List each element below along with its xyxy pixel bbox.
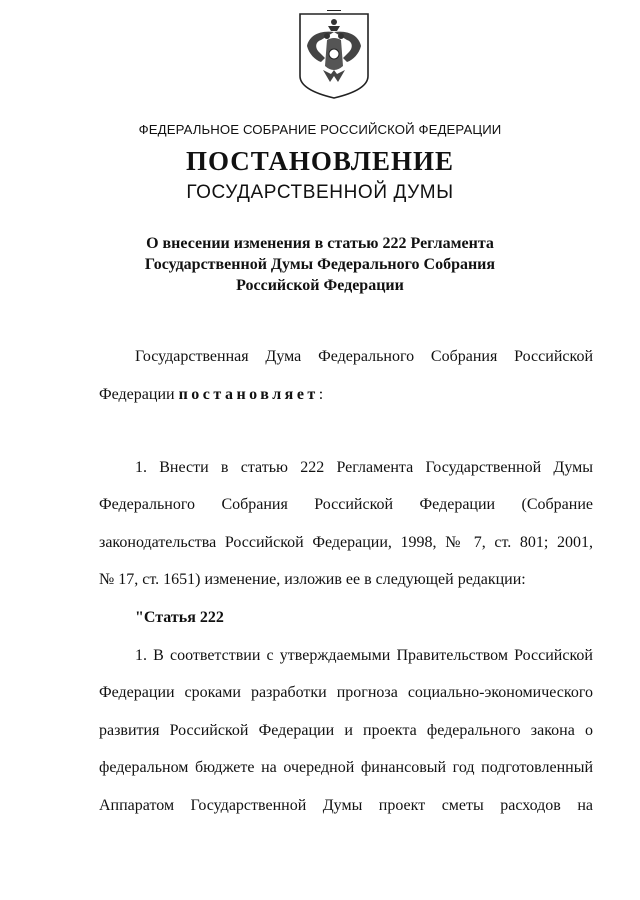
article-line: развития Российской Федерации и проекта федерального закона о <box>99 722 593 739</box>
article-line: федеральном бюджете на очередной финансовый год подготовленный <box>99 759 593 776</box>
clause-line: № 17, ст. 1651) изменение, изложив ее в следующей редакции: <box>99 571 526 588</box>
title-line: Государственной Думы Федерального Собрания <box>144 256 496 273</box>
article-heading: "Статья 222 <box>135 609 224 626</box>
article-line: Аппаратом Государственной Думы проект сметы расходов на <box>99 797 593 814</box>
document-type: ПОСТАНОВЛЕНИЕ <box>185 146 455 176</box>
article-line: 1. В соответствии с утверждаемыми Правительством Российской <box>135 647 593 664</box>
article-line: Федерации сроками разработки прогноза социально-экономического <box>99 684 593 701</box>
title-line: О внесении изменения в статью 222 Регламента <box>146 235 494 252</box>
preamble-text: Федерации <box>99 386 175 403</box>
title-line: Российской Федерации <box>236 277 404 294</box>
assembly-name: ФЕДЕРАЛЬНОЕ СОБРАНИЕ РОССИЙСКОЙ ФЕДЕРАЦИИ <box>138 122 502 137</box>
clause-line: законодательства Российской Федерации, 1998, № 7, ст. 801; 2001, <box>99 534 593 551</box>
clause-line: Федерального Собрания Российской Федерации (Собрание <box>99 496 593 513</box>
preamble-line: Государственная Дума Федерального Собрания Российской <box>135 348 593 365</box>
preamble-verb: постановляет <box>178 386 319 403</box>
emblem <box>297 10 371 100</box>
russian-coat-of-arms-icon <box>297 10 371 100</box>
issuing-body: ГОСУДАРСТВЕННОЙ ДУМЫ <box>186 182 454 203</box>
document-title <box>100 233 540 296</box>
preamble-colon: : <box>318 386 324 403</box>
clause-line: 1. Внести в статью 222 Регламента Государственной Думы <box>135 459 593 476</box>
preamble-line <box>99 385 593 405</box>
